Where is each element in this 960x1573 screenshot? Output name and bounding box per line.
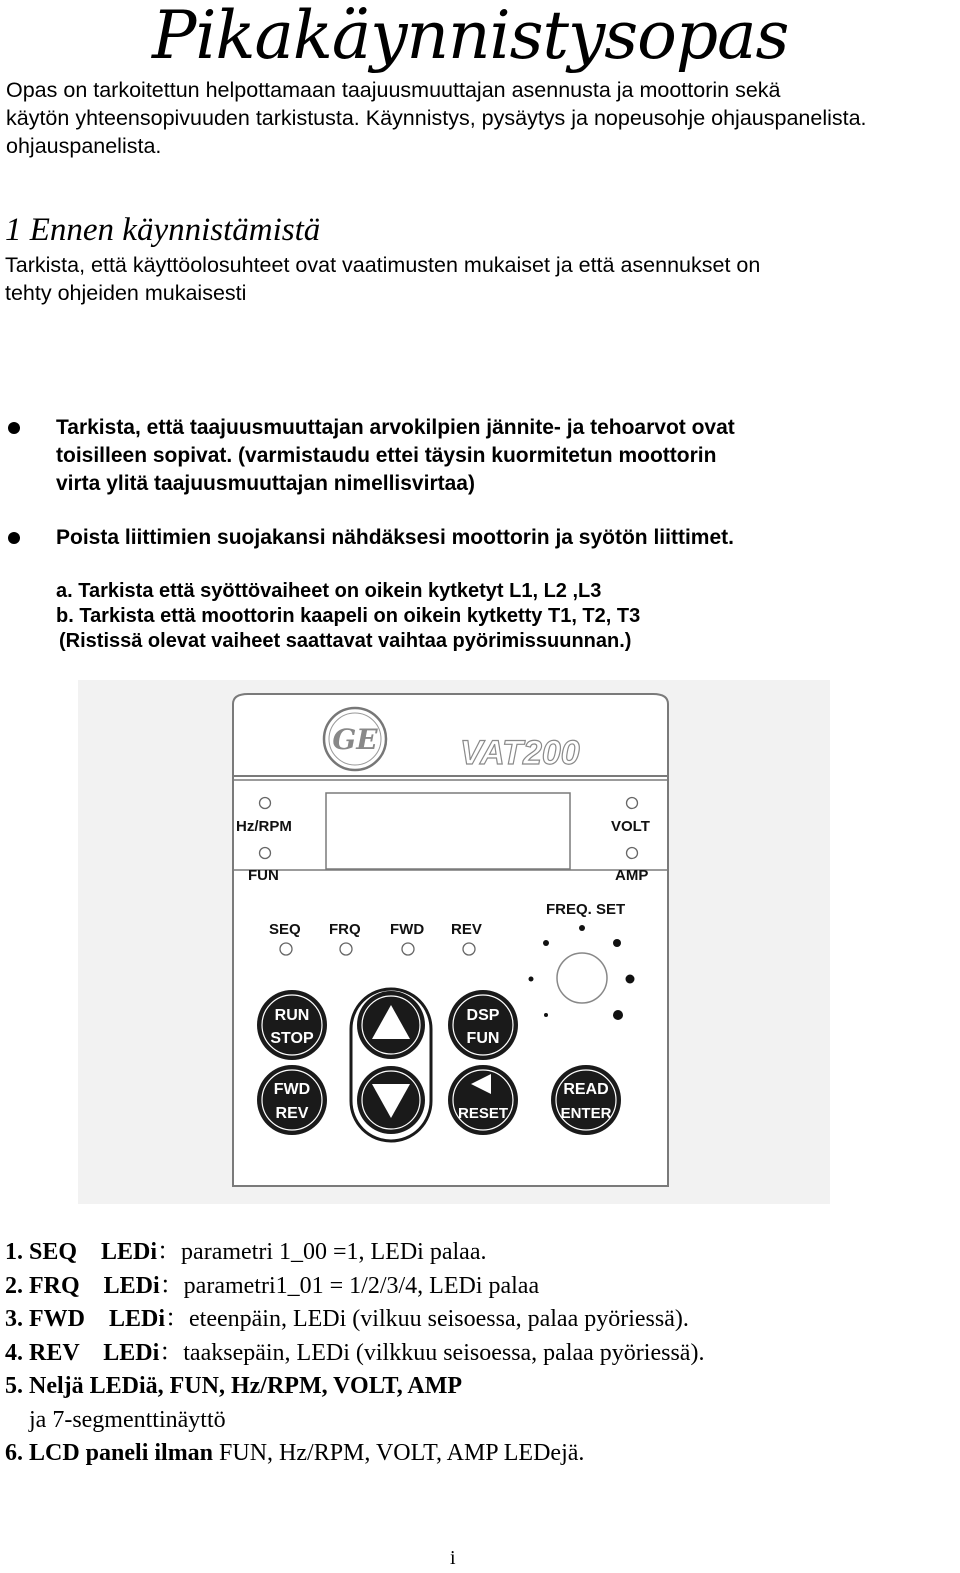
legend-text: ：parametri 1_00 =1, LEDi palaa. xyxy=(157,1239,487,1265)
rev-label: REV xyxy=(275,1105,309,1122)
intro-paragraph xyxy=(6,76,956,160)
keypad-drawing xyxy=(78,680,830,1204)
led-volt-label: VOLT xyxy=(611,818,650,835)
bullet-dot xyxy=(8,532,20,544)
freq-set-label: FREQ. SET xyxy=(546,901,626,918)
section-line: tehty ohjeiden mukaisesti xyxy=(5,281,247,305)
led-rev-label: REV xyxy=(451,921,482,938)
down-button[interactable] xyxy=(357,1066,425,1134)
model-name: VAT200 xyxy=(460,734,580,772)
led-volt-icon xyxy=(627,798,638,809)
legend-text: ja 7-segmenttinäyttö xyxy=(29,1406,226,1433)
led-seq-icon xyxy=(280,943,292,955)
bullet-line: Poista liittimien suojakansi nähdäksesi moottorin ja syötön liittimet. xyxy=(56,526,734,549)
intro-line: käytön yhteensopivuuden tarkistusta. Käynnistys, pysäytys ja nopeusohje ohjauspanelista. xyxy=(6,106,867,130)
legend-item xyxy=(5,1270,704,1304)
run-stop-button[interactable] xyxy=(257,990,327,1060)
led-fun-icon xyxy=(260,848,271,859)
led-amp-label: AMP xyxy=(615,867,649,884)
read-enter-button[interactable] xyxy=(551,1065,621,1135)
run-label: RUN xyxy=(274,1007,310,1024)
page-number: i xyxy=(450,1547,456,1569)
fwd-label: FWD xyxy=(273,1081,311,1098)
legend-item xyxy=(5,1437,704,1471)
led-fwd-icon xyxy=(402,943,414,955)
sub-item-a: a. Tarkista että syöttövaiheet on oikein kytketyt L1, L2 ,L3 xyxy=(56,580,602,602)
led-seq-label: SEQ xyxy=(269,921,301,938)
bullet-item xyxy=(56,414,936,498)
section-heading: 1 Ennen käynnistämistä xyxy=(5,212,321,248)
read-label: READ xyxy=(563,1081,609,1098)
legend-text: FUN, Hz/RPM, VOLT, AMP LEDejä. xyxy=(213,1440,585,1466)
bullet-line: virta ylitä taajuusmuuttajan nimellisvirtaa) xyxy=(56,472,475,495)
fwd-rev-button[interactable] xyxy=(257,1065,327,1135)
section-paragraph xyxy=(5,251,905,307)
led-fwd-label: FWD xyxy=(390,921,425,938)
freq-knob[interactable] xyxy=(557,953,607,1003)
ge-logo-text: GE xyxy=(332,723,378,756)
bullet-line: Tarkista, että taajuusmuuttajan arvokilpien jännite- ja tehoarvot ovat xyxy=(56,416,735,439)
enter-label: ENTER xyxy=(560,1105,612,1122)
sub-list xyxy=(56,579,640,654)
led-rev-icon xyxy=(463,943,475,955)
bullet-line: toisilleen sopivat. (varmistaudu ettei täysin kuormitetun moottorin xyxy=(56,444,717,467)
reset-button[interactable] xyxy=(448,1065,518,1135)
intro-line: Opas on tarkoitettun helpottamaan taajuusmuuttajan asennusta ja moottorin sekä xyxy=(6,78,781,102)
led-frq-icon xyxy=(340,943,352,955)
led-hz-rpm-label: Hz/RPM xyxy=(236,818,292,835)
legend-label: 1. SEQ LEDi xyxy=(5,1239,158,1265)
led-legend-list xyxy=(5,1236,704,1471)
dsp-label: DSP xyxy=(466,1007,500,1024)
legend-label: 3. FWD LEDi xyxy=(5,1306,166,1332)
dsp-fun-button[interactable] xyxy=(448,990,518,1060)
legend-item xyxy=(5,1404,704,1438)
legend-item xyxy=(5,1337,704,1371)
seven-segment-display xyxy=(326,793,570,869)
keypad-figure xyxy=(78,680,830,1204)
legend-label: 2. FRQ LEDi xyxy=(5,1272,160,1299)
bullet-dot xyxy=(8,422,20,434)
section-line: Tarkista, että käyttöolosuhteet ovat vaatimusten mukaiset ja että asennukset on xyxy=(5,253,761,277)
legend-item xyxy=(5,1370,704,1404)
page-title: Pikakäynnistysopas xyxy=(152,0,789,74)
sub-item-b: b. Tarkista että moottorin kaapeli on oikein kytketty T1, T2, T3 xyxy=(56,605,641,627)
legend-label: 6. LCD paneli ilman xyxy=(5,1440,214,1466)
legend-label: 5. Neljä LEDiä, FUN, Hz/RPM, VOLT, AMP xyxy=(5,1373,463,1399)
reset-label: RESET xyxy=(457,1105,509,1122)
legend-label: 4. REV LEDi xyxy=(5,1339,160,1366)
led-hz-rpm-icon xyxy=(260,798,271,809)
legend-text: ：taaksepäin, LEDi (vilkkuu seisoessa, palaa pyöriessä). xyxy=(159,1339,705,1366)
legend-item xyxy=(5,1303,704,1337)
legend-text: ：eteenpäin, LEDi (vilkuu seisoessa, palaa pyöriessä). xyxy=(165,1306,689,1332)
legend-item xyxy=(5,1236,704,1270)
led-frq-label: FRQ xyxy=(329,921,361,938)
stop-label: STOP xyxy=(270,1030,314,1047)
led-amp-icon xyxy=(627,848,638,859)
bullet-item xyxy=(56,524,936,552)
sub-item-note: (Ristissä olevat vaiheet saattavat vaihtaa pyörimissuunnan.) xyxy=(59,630,632,652)
legend-text: ：parametri1_01 = 1/2/3/4, LEDi palaa xyxy=(159,1272,540,1299)
fun-label: FUN xyxy=(466,1030,500,1047)
intro-line: ohjauspanelista. xyxy=(6,134,162,158)
up-button[interactable] xyxy=(357,991,425,1059)
led-fun-label: FUN xyxy=(248,867,279,884)
